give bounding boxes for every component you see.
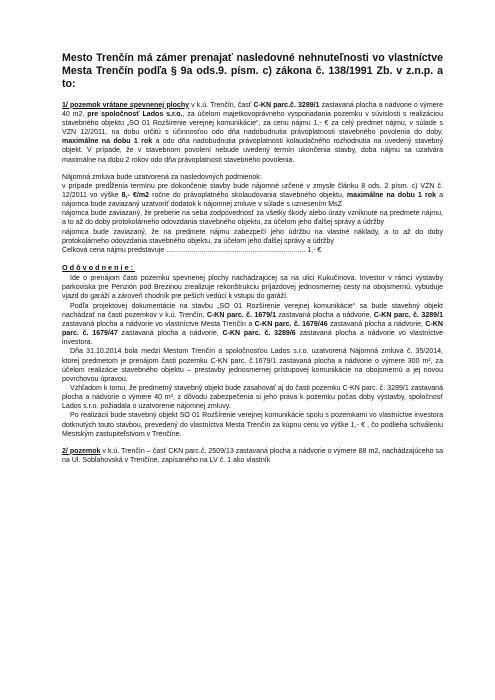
justification-paragraph-2: [62, 302, 443, 348]
condition-3: [62, 228, 443, 246]
item-1-tenant: pre spoločnosť Lados s.r.o.: [87, 110, 183, 118]
justification-p2-text-g: zastavaná plocha a nádvorie vo vlastníctve investora.: [62, 330, 444, 347]
condition-1-text-c: a nájomca bude zaviazaný uzatvoriť dodatok k nájomnej zmluve v súlade s uznesením MsZ: [62, 192, 444, 209]
parcel-3289-6: C-KN parc. č. 3289/6: [222, 330, 296, 338]
parcel-1679-47: C-KN parc. č. 1679/47: [62, 320, 443, 338]
total-price-row: [62, 246, 443, 255]
item-1-paragraph: [62, 101, 443, 165]
total-price-label: Celková cena nájmu predstavuje: [62, 246, 165, 254]
justification-p2-text-f: zastavaná plocha a nádvorie,: [117, 330, 223, 338]
condition-2: [62, 209, 443, 227]
condition-1-text-a: v prípade predĺženia termínu pre dokončenie stavby bude nájomné určené v zmysle článku 8 ods. 2 písm. c) VZN č. 12/2011 vo výške: [62, 182, 443, 200]
item-2-label: 2/ pozemok: [62, 447, 101, 455]
parcel-1679-46: C-KN parc. č. 1679/46: [254, 320, 328, 328]
condition-3-text-a: nájomca bude zaviazaný,: [62, 228, 152, 236]
justification-p2-text-a: Podľa projektovej dokumentácie na stavbu „SO 01 Rozšírenie verejnej komunikácie“ sa bude stavebný objekt nachádzať na časti pozemkov v k.ú. Trenčín,: [62, 302, 443, 319]
document-title: Mesto Trenčín má zámer prenajať nasledovné nehnuteľnosti vo vlastníctve Mesta Trenčín podľa § 9a ods.9. písm. c) zákona č. 138/1991 Zb. v z.n.p. a to:: [62, 52, 443, 91]
condition-2-text-a: nájomca bude zaviazaný,: [62, 210, 145, 218]
item-1-text-a: v k.ú. Trenčín, časť: [189, 101, 254, 109]
parcel-1679-1: C-KN parc. č. 1679/1: [206, 311, 276, 319]
item-1-text-b: zastavaná plocha a nádvorie o výmere 40 m2,: [62, 101, 443, 118]
item-1-parcel: C-KN parc.č. 3289/1: [253, 101, 320, 109]
total-price-dots: .......................................................................: [164, 246, 306, 254]
justification-p2-text-c: zastavaná plocha a nádvorie,: [276, 311, 374, 319]
item-1-text-c: , za účelom majetkovoprávneho vysporiadania pozemku v súvislosti s realizáciou stavebného objektu „SO 01 Rozšírenie verejnej komunikácie“, za cenu nájmu 1,- € za celý predmet nájmu, v súlade s VZN 12/2011, na dobu určitú s účinnosťou odo dňa nadobudnutia právoplatnosti stavebného povolenia do doby,: [62, 110, 444, 137]
conditions-intro: Nájomná zmluva bude uzatvorená za nasledovných podmienok:: [62, 173, 262, 181]
total-price-value: 1,- €: [307, 246, 322, 254]
justification-paragraph-4: Vzhľadom k tomu, že predmetný stavebný objekt bude zasahovať aj do časti pozemku C-KN parc. č. 3289/1 zastavaná plocha a nádvorie o výmere 40 m², z dôvodu zabezpečenia si jeho práva k pozemku počas doby výstavby, spoločnosť Lados s.r.o. požiadala o uzatvorenie nájomnej zmluvy.: [62, 384, 443, 411]
condition-2-text-b: že preberie na seba zodpovednosť za všetky škody alebo úrazy vzniknuté na predmete nájmu, a to až do doby protokolárneho odovzdania stavebného objektu, za účelom jeho ďalšej správy a údržby: [62, 210, 443, 227]
justification-p2-text-d: zastavaná plocha a nádvorie vo vlastníctve Mesta Trenčín a: [62, 320, 255, 328]
item-1-text-d: a odo dňa nadobudnutia právoplatnosti kolaudačného rozhodnutia na uvedený stavebný objekt. V prípade, že v stavebnom povolení nebude uvedený termín ukončenia stavby, doba nájmu sa uzatvára maximálne na dobu 2 rokov odo dňa právoplatnosti stavebného povolenia.: [62, 138, 444, 164]
item-1-label: 1/ pozemok vrátane spevnenej plochy: [62, 101, 190, 109]
condition-1-max-term: maximálne na dobu 1 rok: [346, 192, 436, 200]
justification-paragraph-5: Po realizácii bude stavebný objekt SO 01 Rozšírenie verejnej komunikácie spolu s pozemkami vo vlastníctve investora dotknutých touto stavbou, prevedený do vlastníctva Mesta Trenčín za kúpnu cenu vo výške 1,- € , čo podlieha schváleniu Mestským zastupiteľstvom v Trenčíne.: [62, 412, 443, 438]
condition-1-price: 8,- €/m2: [121, 192, 150, 200]
item-2-paragraph: [62, 447, 443, 465]
justification-p2-text-e: zastavaná plocha a nádvorie,: [327, 320, 426, 328]
condition-3-text-b: že na predmete nájmu zabezpečí jeho údržbu na vlastné náklady, a to až do doby protokolárneho odovzdania stavebného objektu, za účelom jeho ďalšej správy a údržby: [62, 228, 443, 245]
item-1-max-term: maximálne na dobu 1 rok: [62, 138, 153, 146]
justification-paragraph-1: Ide o prenájom časti pozemku spevnenej plochy nachádzajúcej sa na ulici Kukučínova. Investor v rámci výstavby parkoviska pre Penzión pod Brezinou zrealizuje rekonštrukciu príjazdovej jednosmernej cesty na obojsmernú, vybuduje vjazd do garáží a zároveň chodník pre peších vedúci k vstupu do garáží.: [62, 275, 443, 301]
parcel-3289-1: C-KN parc. č. 3289/1: [373, 311, 443, 319]
justification-heading: Odôvodnenie:: [62, 263, 136, 273]
item-2-text: v k.ú. Trenčín – časť CKN parc.č. 2509/13 zastavaná plocha a nádvorie o výmere 88 m2, nachádzajúceho sa na Ul. Soblahovská v Trenčíne, zapísaného na LV č. 1 ako vlastník: [62, 447, 443, 465]
justification-paragraph-3: Dňa 31.10.2014 bola medzi Mestom Trenčín a spoločnosťou Lados s.r.o. uzatvorená Nájomná zmluva č. 35/2014, ktorej predmetom je prenájom časti pozemku C-KN parc. č.1679/1 zastavaná plocha a nádvorie o výmere 300 m², za účelom realizácie stavebného objektu – prestavby jednosmernej prístupovej komunikácie na obojsmernú a jej novou povrchovou úpravou.: [62, 348, 443, 383]
condition-1: [62, 182, 443, 209]
condition-1-text-b: ročne do právoplatného skolaudovania stavebného objektu,: [149, 192, 347, 200]
